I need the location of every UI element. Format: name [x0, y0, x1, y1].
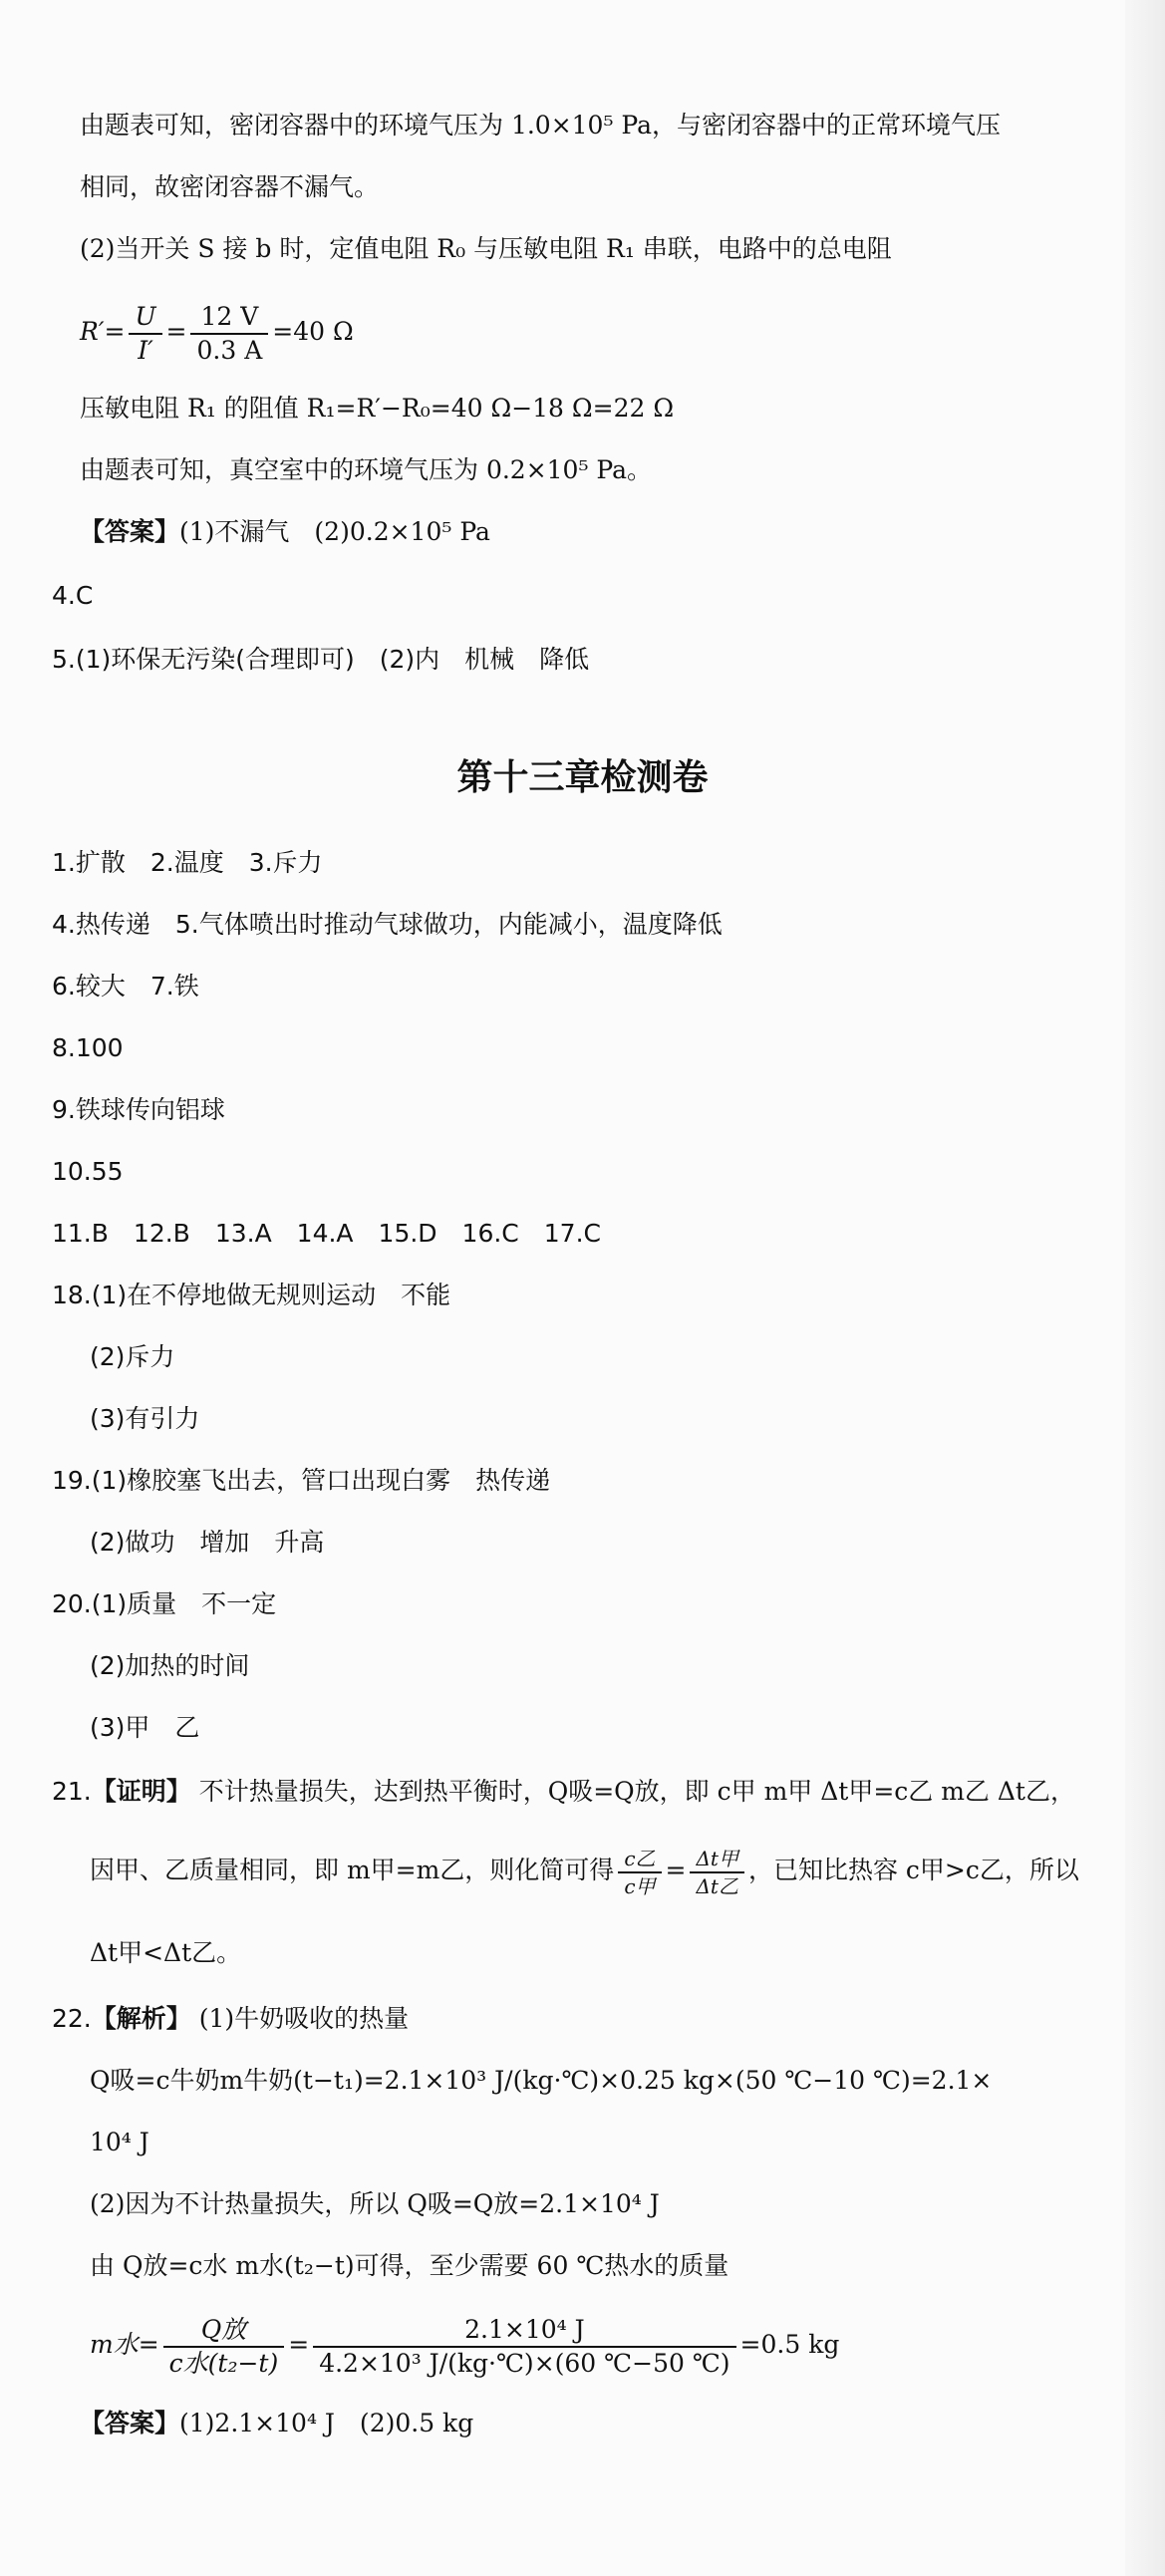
fraction-denominator: 4.2×10³ J/(kg·℃)×(60 ℃−50 ℃) — [319, 2348, 730, 2378]
fraction-denominator: 0.3 A — [196, 335, 263, 365]
text-line: 压敏电阻 R₁ 的阻值 R₁=R′−R₀=40 Ω−18 Ω=22 Ω — [80, 394, 675, 423]
fraction — [129, 301, 161, 367]
text-line: 由题表可知，密闭容器中的环境气压为 1.0×10⁵ Pa，与密闭容器中的正常环境气压 — [80, 111, 1002, 140]
answer-item: 1.扩散 2.温度 3.斥力 — [52, 848, 323, 877]
fraction-denominator: I′ — [138, 335, 153, 365]
q21-line — [52, 1774, 1125, 1810]
formula-result: =0.5 kg — [739, 2330, 840, 2359]
q22-line — [52, 2001, 1125, 2037]
fraction-numerator: Q放 — [163, 2314, 285, 2348]
fraction-denominator: c水(t₂−t) — [168, 2348, 279, 2378]
text-line: Δt甲<Δt乙。 — [90, 1938, 242, 1967]
fraction-numerator: U — [129, 301, 161, 335]
formula-lhs: R′= — [80, 317, 126, 346]
text-line: 由 Q放=c水 m水(t₂−t)可得，至少需要 60 ℃热水的质量 — [90, 2251, 729, 2280]
answer-item: 4.热传递 5.气体喷出时推动气球做功，内能减小，温度降低 — [52, 910, 723, 939]
formula-result: =40 Ω — [272, 317, 354, 346]
analysis-label: 【解析】 — [91, 2004, 191, 2033]
proof-text: 不计热量损失，达到热平衡时，Q吸=Q放，即 c甲 m甲 Δt甲=c乙 m乙 Δt乙， — [198, 1777, 1075, 1806]
fraction — [163, 2314, 285, 2380]
question-number: 22. — [52, 2004, 92, 2033]
equals: = — [665, 1856, 687, 1884]
text-line: 相同，故密闭容器不漏气。 — [80, 172, 380, 201]
answer-item: (3)甲 乙 — [90, 1713, 200, 1742]
answer-text: (1)不漏气 (2)0.2×10⁵ Pa — [179, 517, 490, 546]
answer-item: (2)斥力 — [90, 1342, 175, 1371]
question-number: 21. — [52, 1777, 92, 1806]
proof-label: 【证明】 — [91, 1777, 191, 1806]
answer-item: (2)加热的时间 — [90, 1651, 250, 1680]
text-line: 由题表可知，真空室中的环境气压为 0.2×10⁵ Pa。 — [80, 455, 653, 484]
answer-item: 19.(1)橡胶塞飞出去，管口出现白雾 热传递 — [52, 1466, 551, 1495]
text-line: 10⁴ J — [90, 2128, 149, 2156]
answer-line — [80, 2406, 1125, 2441]
answer-line — [80, 514, 1125, 550]
fraction-denominator: c甲 — [624, 1873, 656, 1898]
formula-lhs: m水= — [90, 2330, 159, 2359]
answer-item: (2)做功 增加 升高 — [90, 1528, 325, 1557]
equals: = — [288, 2330, 310, 2359]
page-edge-shadow — [1125, 0, 1165, 2576]
proof-text: 因甲、乙质量相同，即 m甲=m乙，则化简可得 — [90, 1856, 615, 1884]
answer-item: 11.B 12.B 13.A 14.A 15.D 16.C 17.C — [52, 1219, 601, 1248]
answer-label: 【答案】 — [80, 2409, 180, 2437]
answer-item: 9.铁球传向铝球 — [52, 1095, 225, 1124]
q21-line — [90, 1836, 1125, 1905]
fraction — [190, 301, 268, 367]
text-line: Q吸=c牛奶m牛奶(t−t₁)=2.1×10³ J/(kg·℃)×0.25 kg×(50 ℃−10 ℃)=2.1× — [90, 2066, 993, 2095]
fraction — [618, 1846, 661, 1899]
answer-item: (3)有引力 — [90, 1404, 200, 1433]
answer-item: 18.(1)在不停地做无规则运动 不能 — [52, 1281, 451, 1309]
answer-label: 【答案】 — [80, 517, 180, 546]
text-line: (2)当开关 S 接 b 时，定值电阻 R₀ 与压敏电阻 R₁ 串联，电路中的总电阻 — [80, 234, 892, 263]
fraction-numerator: 2.1×10⁴ J — [313, 2314, 735, 2348]
answer-item: 10.55 — [52, 1157, 124, 1186]
answer-item: 5.(1)环保无污染(合理即可) (2)内 机械 降低 — [52, 645, 590, 674]
answer-text: (1)2.1×10⁴ J (2)0.5 kg — [179, 2409, 474, 2437]
equals: = — [165, 317, 187, 346]
answer-item: 4.C — [52, 581, 94, 610]
answer-item: 6.较大 7.铁 — [52, 972, 199, 1001]
analysis-text: (1)牛奶吸收的热量 — [198, 2004, 410, 2033]
answer-item: 20.(1)质量 不一定 — [52, 1589, 277, 1618]
fraction — [690, 1846, 743, 1899]
fraction — [313, 2314, 735, 2380]
fraction-numerator: c乙 — [618, 1846, 661, 1873]
formula-total-resistance — [80, 297, 1125, 367]
fraction-denominator: Δt乙 — [696, 1873, 738, 1898]
formula-water-mass — [90, 2310, 1125, 2380]
answer-item: 8.100 — [52, 1033, 124, 1062]
proof-text: ，已知比热容 c甲>c乙，所以 — [747, 1856, 1079, 1884]
chapter-title: 第十三章检测卷 — [456, 757, 709, 798]
fraction-numerator: Δt甲 — [690, 1846, 743, 1873]
text-line: (2)因为不计热量损失，所以 Q吸=Q放=2.1×10⁴ J — [90, 2189, 660, 2218]
fraction-numerator: 12 V — [190, 301, 268, 335]
